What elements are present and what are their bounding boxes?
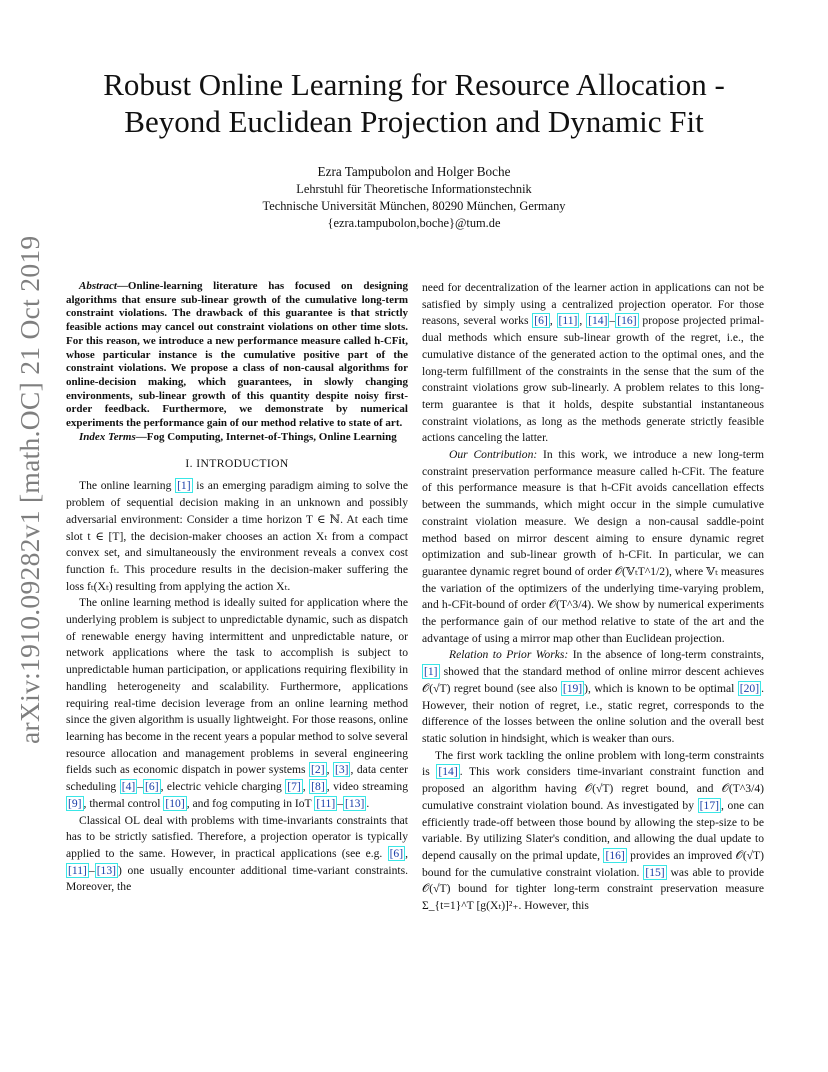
- contribution-paragraph: [422, 447, 764, 647]
- paper-title: [0, 66, 828, 140]
- text-span: ,: [579, 314, 587, 328]
- citation-link[interactable]: [15]: [645, 865, 665, 879]
- title-line-2: Beyond Euclidean Projection and Dynamic Fit: [124, 104, 704, 139]
- text-span: The online learning method is ideally suited for application where the underlying problem is subject to unpredictable dynamic, such as dispatch of renewable energy having intermittent and unpredictable nature, or network applications where the task to accomplish is subject to unpredictable human participation, or applications requiring flexibility in handling heterogeneity and scalability. Furthermore, applications requiring real-time decision leverage from an online learning method since the given algorithm is usually lightweight. For those reasons, online learning has become in the recent years a popular method to solve several resource allocation and management problems in several engineering fields such as economic dispatch in power systems: [66, 596, 408, 777]
- right-paragraph-4: [422, 748, 764, 915]
- text-span: was able to provide 𝒪(√T) bound for tighter long-term constraint preservation measure Σ_{t=1}^T [g(Xₜ)]²₊. However, this: [422, 865, 764, 913]
- citation-link[interactable]: [10]: [165, 796, 185, 810]
- title-line-1: Robust Online Learning for Resource Allocation -: [103, 67, 725, 102]
- text-span: , thermal control: [83, 796, 164, 810]
- citation-link[interactable]: [19]: [562, 681, 583, 695]
- citation-link[interactable]: [14]: [588, 314, 608, 328]
- citation-link[interactable]: [16]: [605, 848, 625, 862]
- text-span: , data center scheduling: [66, 763, 408, 794]
- citation-link[interactable]: [11]: [316, 796, 336, 810]
- index-terms-label: Index Terms: [79, 430, 136, 443]
- affiliation-line-1: Lehrstuhl für Theoretische Informationstechnik: [296, 182, 532, 196]
- text-span: . This work considers time-invariant constraint function and proposed an algorithm having 𝒪(√T) regret bound, and 𝒪(T^3/4) cumulative constraint violation bound. As investigated by: [422, 765, 764, 812]
- citation-link[interactable]: [8]: [311, 780, 325, 794]
- index-terms-text: —Fog Computing, Internet-of-Things, Online Learning: [135, 430, 397, 443]
- authors: Ezra Tampubolon and Holger Boche: [317, 164, 511, 179]
- intro-paragraph-3: [66, 813, 408, 897]
- text-span: showed that the standard method of online mirror descent achieves 𝒪(√T) regret bound (see also: [422, 665, 764, 695]
- text-span: need for decentralization of the learner action in applications can not be satisfied by simply using a centralized projection operator. For those reasons, several works: [422, 281, 764, 328]
- prior-works-paragraph: [422, 647, 764, 747]
- contribution-label: Our Contribution:: [449, 448, 538, 462]
- abstract: [66, 280, 408, 431]
- section-heading-introduction: I. INTRODUCTION: [185, 457, 289, 471]
- citation-link[interactable]: [14]: [438, 765, 458, 779]
- text-span: ,: [302, 780, 310, 794]
- citation-link[interactable]: [4]: [121, 780, 136, 794]
- citation-link[interactable]: [6]: [145, 780, 159, 794]
- citation-link[interactable]: [20]: [739, 681, 760, 695]
- text-span: ,: [326, 763, 333, 777]
- text-span: , video streaming: [326, 780, 409, 794]
- prior-works-label: Relation to Prior Works:: [449, 648, 569, 662]
- affiliation-line-2: Technische Universität München, 80290 München, Germany: [262, 199, 566, 213]
- text-span: is an emerging paradigm aiming to solve the problem of sequential decision making in an unknown and possibly adversarial environment: Consider a time horizon T ∈ ℕ. At each time slot t ∈ [T], the decision-maker chooses an action Xₜ from a compact convex set, and simultaneously the environment reveals a convex cost function fₜ. This procedure results in the decision-maker suffering the loss fₜ(Xₜ) resulting from applying the action Xₜ.: [66, 479, 408, 593]
- citation-link[interactable]: [7]: [287, 780, 301, 794]
- abstract-text: —Online-learning literature has focused on designing algorithms that ensure sub-linear growth of the cumulative long-term constraint violations. The drawback of this guarantee is that strictly feasible actions may cancel out constraint violations on other time slots. For this reason, we introduce a new performance measure called h-CFit, whose particular instance is the cumulative positive part of the constraint violations. We propose a class of non-causal algorithms for online-decision making, which guarantees, in slowly changing environments, sub-linear growth of this quantity despite noisy first-order feedback. Furthermore, we demonstrate by numerical experiments the performance gain of our method relative to state of art.: [66, 280, 408, 430]
- arxiv-identifier: arXiv:1910.09282v1 [math.OC] 21 Oct 2019: [14, 235, 45, 744]
- text-span: , and fog computing in IoT: [186, 796, 315, 810]
- text-span: ) one usually encounter additional time-variant constraints. Moreover, the: [66, 863, 408, 894]
- affiliation-email: {ezra.tampubolon,boche}@tum.de: [327, 216, 501, 230]
- citation-link[interactable]: [11]: [558, 314, 578, 328]
- right-paragraph-1: [422, 280, 764, 447]
- text-span: ,: [405, 846, 408, 860]
- citation-link[interactable]: [1]: [177, 479, 191, 493]
- citation-link[interactable]: [9]: [68, 796, 82, 810]
- citation-link[interactable]: [13]: [345, 796, 365, 810]
- text-span: , electric vehicle charging: [160, 780, 286, 794]
- intro-paragraph-1: [66, 478, 408, 595]
- text-span: ,: [549, 314, 557, 328]
- text-span: Classical OL deal with problems with time-invariants constraints that has to be strictly satisfied. Therefore, a projection operator is typically applied to the same. However, in practical applications (see e.g.: [66, 813, 408, 860]
- citation-link[interactable]: [6]: [534, 314, 548, 328]
- text-span: The first work tackling the online problem with long-term constraints is: [422, 748, 764, 779]
- right-column: [422, 280, 764, 915]
- citation-link[interactable]: [11]: [68, 863, 87, 877]
- text-span: In the absence of long-term constraints,: [568, 648, 765, 662]
- text-span: –: [88, 863, 95, 877]
- citation-link[interactable]: [16]: [617, 314, 637, 328]
- text-span: .: [366, 796, 370, 810]
- citation-link[interactable]: [6]: [389, 846, 404, 860]
- text-span: In this work, we introduce a new long-term constraint preservation performance measure called h-CFit. The feature of this performance measure is that h-CFit avoids cancellation effects between the summands, which might occur in the simple cumulative constraint violation measure. We design a non-causal saddle-point method based on mirror descent aiming to ensure dynamic regret optimization and sub-linear growth of h-CFit. In particular, we can guarantee dynamic regret bound of order 𝒪(𝕍ₜT^1/2), where 𝕍ₜ measures the variation of the optimizers of the underlying time-varying problem, and h-CFit-bound of order 𝒪(T^3/4). We show by numerical experiments the performance gain of our method relative to state of the art and the advantage of using a mirror map other than Euclidean projection.: [422, 448, 764, 645]
- left-column: [66, 280, 408, 896]
- text-span: ), which is known to be optimal: [584, 681, 738, 695]
- citation-link[interactable]: [2]: [311, 763, 325, 777]
- text-span: . However, their notion of regret, i.e., static regret, corresponds to the difference of the losses between the online solution and the overall best static solution in hindsight, which is weaker than ours.: [422, 681, 764, 745]
- text-span: , one can efficiently trade-off between those bound by allowing the step-size to be variable. By utilizing Slater's condition, and allowing the dual update to depend causally on the primal update,: [422, 798, 764, 862]
- citation-link[interactable]: [3]: [334, 763, 349, 777]
- intro-paragraph-2: [66, 595, 408, 812]
- text-span: –: [337, 796, 344, 810]
- text-span: –: [137, 780, 144, 794]
- text-span: –: [609, 314, 616, 328]
- index-terms: [66, 431, 408, 445]
- text-span: provides an improved 𝒪(√T) bound for the cumulative constraint violation.: [422, 848, 764, 879]
- citation-link[interactable]: [1]: [424, 665, 438, 679]
- text-span: The online learning: [79, 479, 176, 493]
- citation-link[interactable]: [13]: [96, 863, 117, 877]
- abstract-label: Abstract: [79, 280, 117, 292]
- citation-link[interactable]: [17]: [699, 798, 719, 812]
- text-span: propose projected primal-dual methods which ensure sub-linear growth of the regret, i.e., the cumulative distance of the generated action to the optimal ones, and the long-term fulfillment of the constraints in the sense that the sum of the constraint violations grow sub-linearly. A problem relates to this long-term guarantee is that it holds, despite substantial instantaneous constraint violations, as long as the methods generate strictly feasible actions canceling the latter.: [422, 314, 764, 445]
